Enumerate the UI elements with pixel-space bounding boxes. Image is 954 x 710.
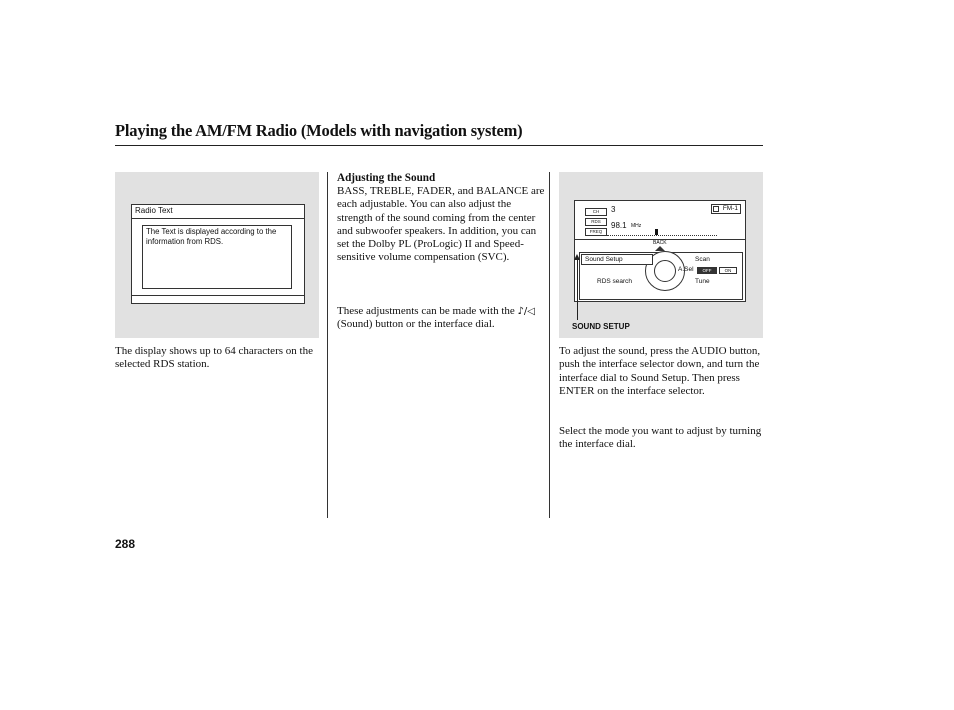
rds-button: RDS: [585, 218, 607, 226]
adjustments-paragraph: [337, 305, 545, 332]
frequency-unit: MHz: [631, 223, 642, 229]
radio-text-footer-line: [132, 295, 304, 296]
callout-line: [577, 258, 578, 320]
asel-on-option: ON: [719, 267, 737, 274]
adjustments-text-end: (Sound) button or the interface dial.: [337, 318, 495, 331]
radio-text-caption: The display shows up to 64 characters on the selected RDS station.: [115, 345, 313, 371]
adjustments-text-start: These adjustments can be made with the: [337, 305, 515, 317]
menu-item-rds-search: RDS search: [597, 278, 633, 285]
audio-display-screen: [574, 200, 746, 302]
band-icon: [713, 206, 719, 212]
page-title: Playing the AM/FM Radio (Models with navigation system): [115, 121, 523, 140]
column-divider-right: [549, 172, 550, 518]
title-rule: [115, 145, 763, 146]
adjust-sound-instructions: To adjust the sound, press the AUDIO button, push the interface selector down, and turn the interface dial to Sound Setup. Then press ENTER on the interface selector.: [559, 345, 761, 397]
frequency-value: 98.1: [611, 221, 627, 230]
freq-button: FREQ: [585, 228, 607, 236]
back-label: BACK: [653, 240, 667, 246]
sound-setup-illustration: [559, 172, 763, 338]
tuning-marker-icon: [655, 229, 658, 235]
menu-item-tune: Tune: [695, 278, 710, 285]
interface-dial-center: [654, 260, 676, 282]
menu-item-sound-setup: Sound Setup: [581, 254, 653, 265]
radio-text-message-box: [142, 225, 292, 289]
adjusting-sound-paragraph: BASS, TREBLE, FADER, and BALANCE are each adjustable. You can also adjust the strength of the sound coming from the center and subwoofer speakers. In addition, you can set the Dolby PL (ProLogic) II and Speed-sensitive volume compensation (SVC).: [337, 185, 545, 264]
radio-text-screen: [131, 204, 305, 304]
radio-text-header: [132, 205, 304, 219]
page-number: 288: [115, 537, 136, 551]
ch-button: CH: [585, 208, 607, 216]
select-mode-instructions: Select the mode you want to adjust by turning the interface dial.: [559, 425, 762, 451]
band-label: FM-1: [722, 205, 738, 212]
column-divider-left: [327, 172, 328, 518]
radio-text-illustration: [115, 172, 319, 338]
radio-text-message: The Text is displayed according to the information from RDS.: [146, 227, 277, 246]
asel-off-option: OFF: [697, 267, 717, 274]
menu-item-asel: A.Sel: [678, 266, 694, 273]
sound-button-icon: ♪/◁: [517, 306, 535, 317]
channel-value: 3: [611, 205, 616, 214]
section-heading: Adjusting the Sound: [337, 172, 436, 184]
sound-setup-callout: SOUND SETUP: [572, 322, 630, 331]
radio-text-header-label: Radio Text: [135, 206, 173, 215]
menu-item-scan: Scan: [695, 256, 710, 263]
band-indicator: [711, 204, 741, 214]
